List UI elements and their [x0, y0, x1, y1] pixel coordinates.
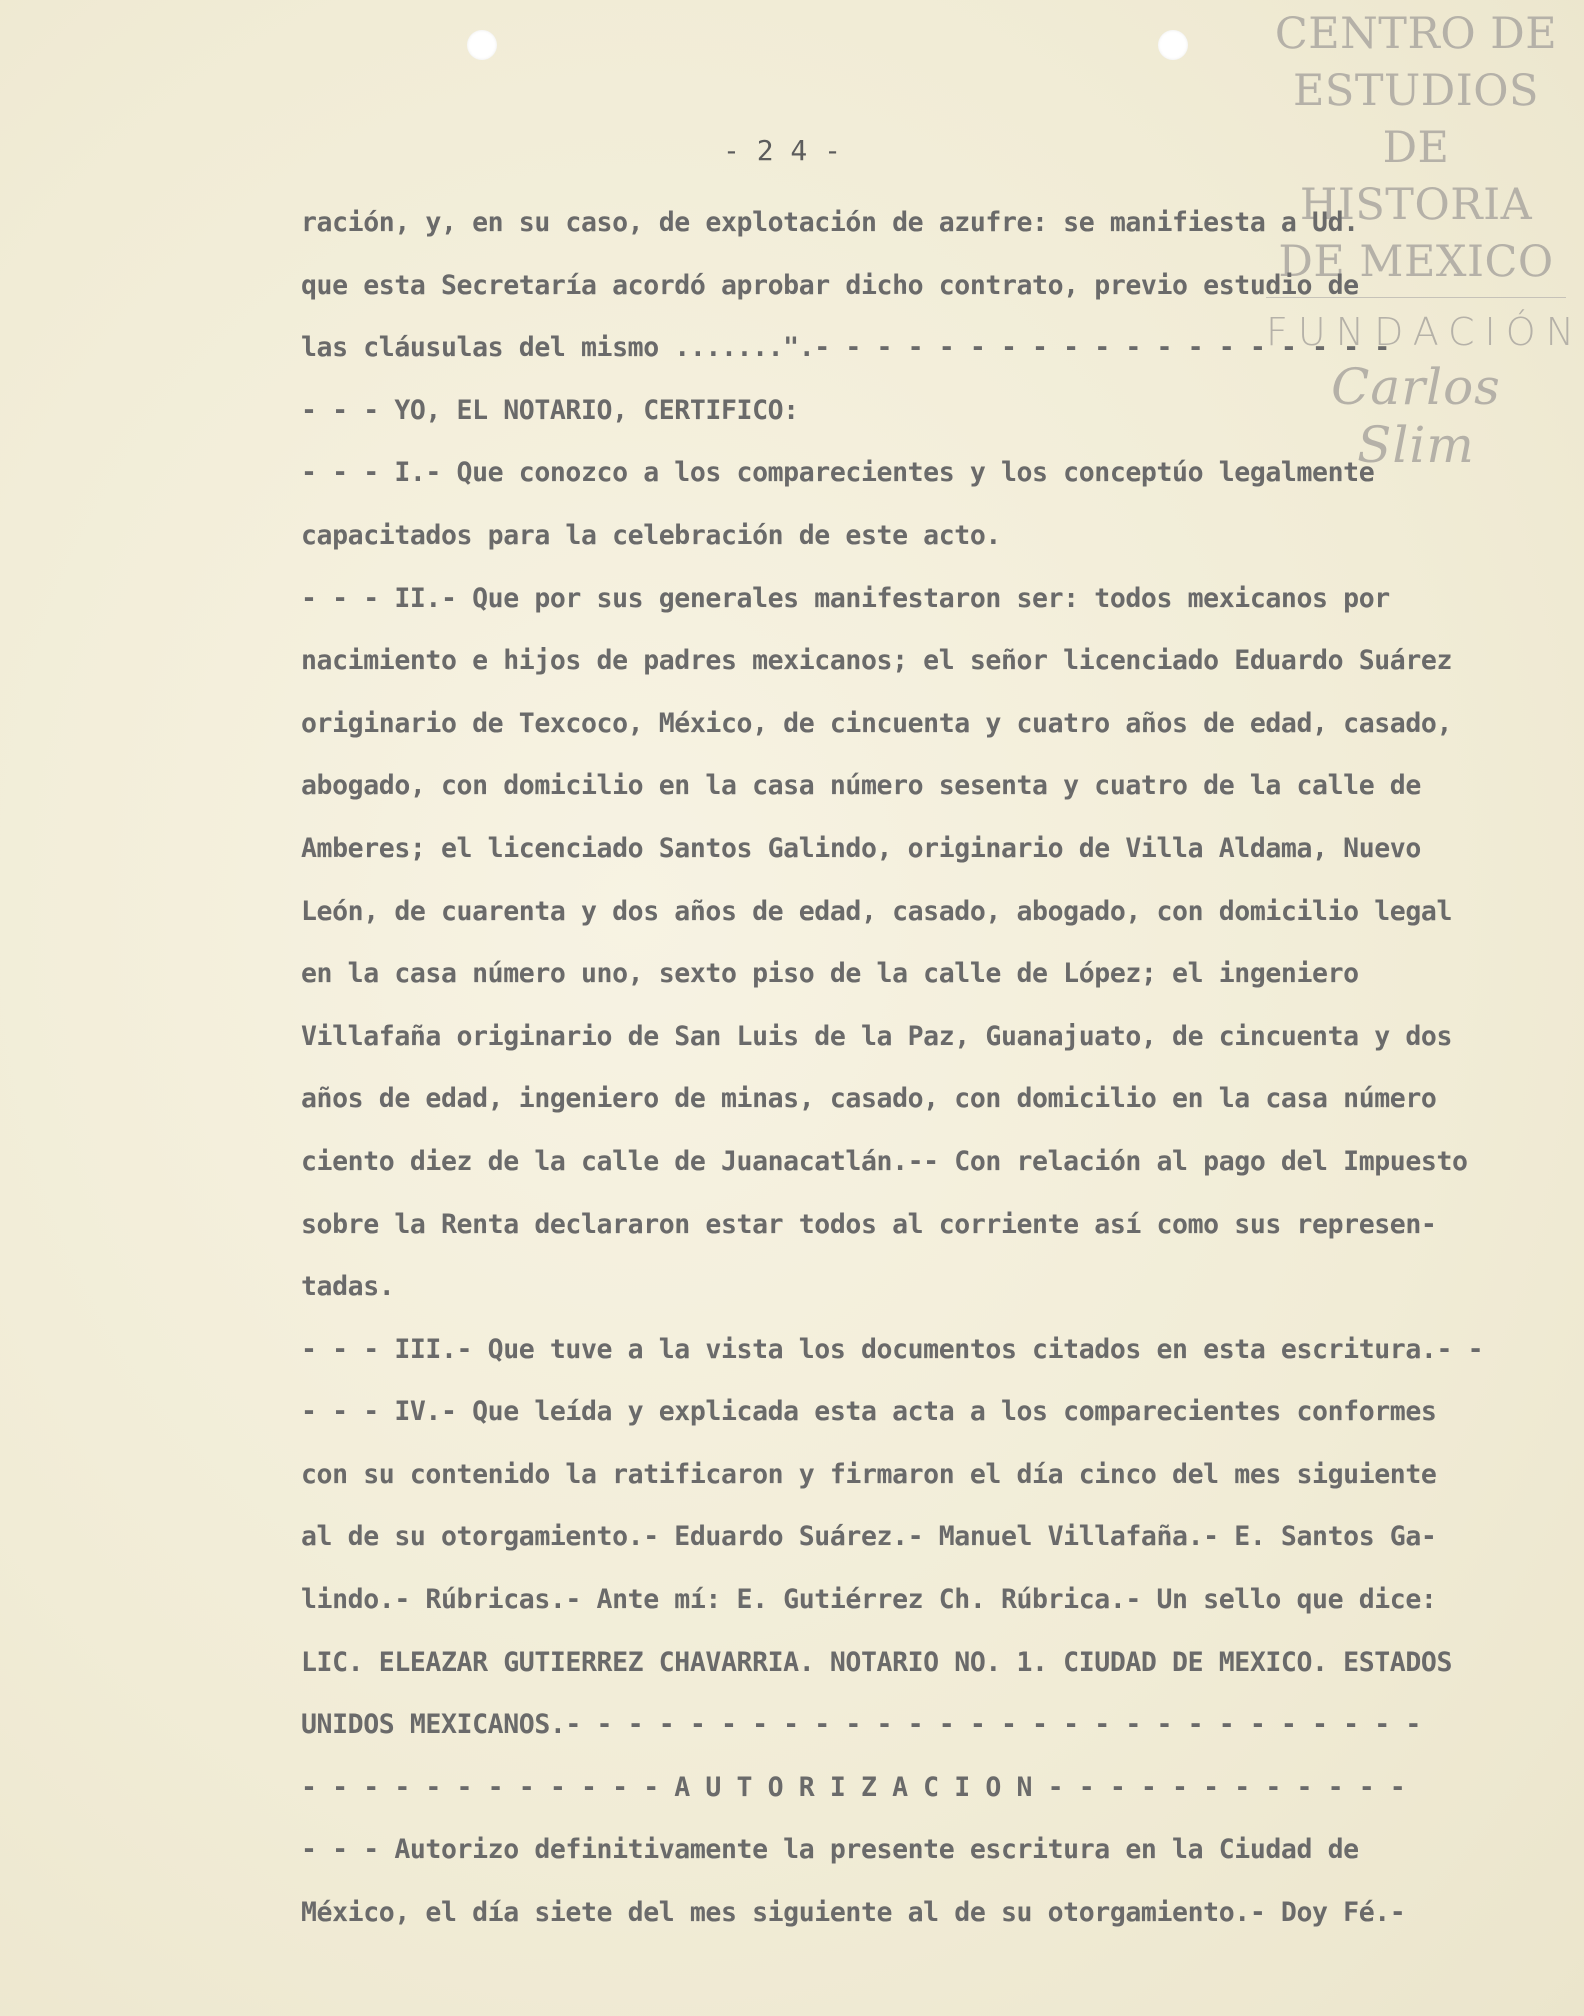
text-line: - - - Autorizo definitivamente la presente escritura en la Ciudad de: [301, 1834, 1359, 1866]
text-line: al de su otorgamiento.- Eduardo Suárez.- Manuel Villafaña.- E. Santos Ga-: [301, 1521, 1437, 1553]
text-line: nacimiento e hijos de padres mexicanos; el señor licenciado Eduardo Suárez: [301, 645, 1453, 677]
text-line: en la casa número uno, sexto piso de la calle de López; el ingeniero: [301, 958, 1359, 990]
text-line: sobre la Renta declararon estar todos al corriente así como sus represen-: [301, 1208, 1437, 1240]
text-line: - - - IV.- Que leída y explicada esta acta a los comparecientes conformes: [301, 1396, 1437, 1428]
text-line: Amberes; el licenciado Santos Galindo, originario de Villa Aldama, Nuevo: [301, 832, 1421, 864]
watermark-line: CENTRO DE: [1274, 9, 1558, 59]
text-line: LIC. ELEAZAR GUTIERREZ CHAVARRIA. NOTARIO NO. 1. CIUDAD DE MEXICO. ESTADOS: [301, 1646, 1453, 1678]
text-line: Villafaña originario de San Luis de la Paz, Guanajuato, de cincuenta y dos: [301, 1020, 1453, 1052]
watermark-line: DE MEXICO: [1278, 237, 1554, 287]
text-line: originario de Texcoco, México, de cincuenta y cuatro años de edad, casado,: [301, 707, 1453, 739]
punch-hole-left: [467, 30, 497, 60]
watermark-line: ESTUDIOS: [1293, 66, 1539, 116]
text-line: León, de cuarenta y dos años de edad, casado, abogado, con domicilio legal: [301, 895, 1453, 927]
watermark-signature: Carlos Slim: [1331, 358, 1501, 474]
text-line: ración, y, en su caso, de explotación de azufre: se manifiesta a Ud.: [301, 207, 1359, 238]
text-line: que esta Secretaría acordó aprobar dicho contrato, previo estudio de: [301, 269, 1359, 301]
document-body: [301, 192, 1491, 1945]
text-line: las cláusulas del mismo .......".- - - - - - - - - - - - - - - - - - -: [301, 332, 1390, 364]
text-line: capacitados para la celebración de este acto.: [301, 519, 1001, 551]
watermark-line: DE HISTORIA: [1299, 123, 1533, 230]
text-line: lindo.- Rúbricas.- Ante mí: E. Gutiérrez Ch. Rúbrica.- Un sello que dice:: [301, 1584, 1437, 1616]
text-line: - - - III.- Que tuve a la vista los documentos citados en esta escritura.- -: [301, 1333, 1484, 1365]
text-line: México, el día siete del mes siguiente al de su otorgamiento.- Doy Fé.-: [301, 1897, 1406, 1929]
section-heading-autorizacion: - - - - - - - - - - - - A U T O R I Z A C I O N - - - - - - - - - - - -: [301, 1771, 1406, 1803]
watermark-fundacion: FUNDACIÓN: [1266, 310, 1584, 354]
punch-hole-right: [1158, 30, 1188, 60]
text-line: abogado, con domicilio en la casa número sesenta y cuatro de la calle de: [301, 770, 1421, 802]
text-line: ciento diez de la calle de Juanacatlán.-- Con relación al pago del Impuesto: [301, 1145, 1468, 1177]
text-line: UNIDOS MEXICANOS.- - - - - - - - - - - - - - - - - - - - - - - - - - - -: [301, 1709, 1421, 1741]
text-line: - - - I.- Que conozco a los comparecientes y los conceptúo legalmente: [301, 457, 1375, 489]
text-line: años de edad, ingeniero de minas, casado, con domicilio en la casa número: [301, 1083, 1437, 1115]
text-line: - - - II.- Que por sus generales manifestaron ser: todos mexicanos por: [301, 582, 1390, 614]
page-number: - 2 4 -: [722, 134, 841, 167]
text-line: - - - YO, EL NOTARIO, CERTIFICO:: [301, 394, 799, 426]
text-line: tadas.: [301, 1271, 395, 1303]
text-line: con su contenido la ratificaron y firmaron el día cinco del mes siguiente: [301, 1458, 1437, 1490]
